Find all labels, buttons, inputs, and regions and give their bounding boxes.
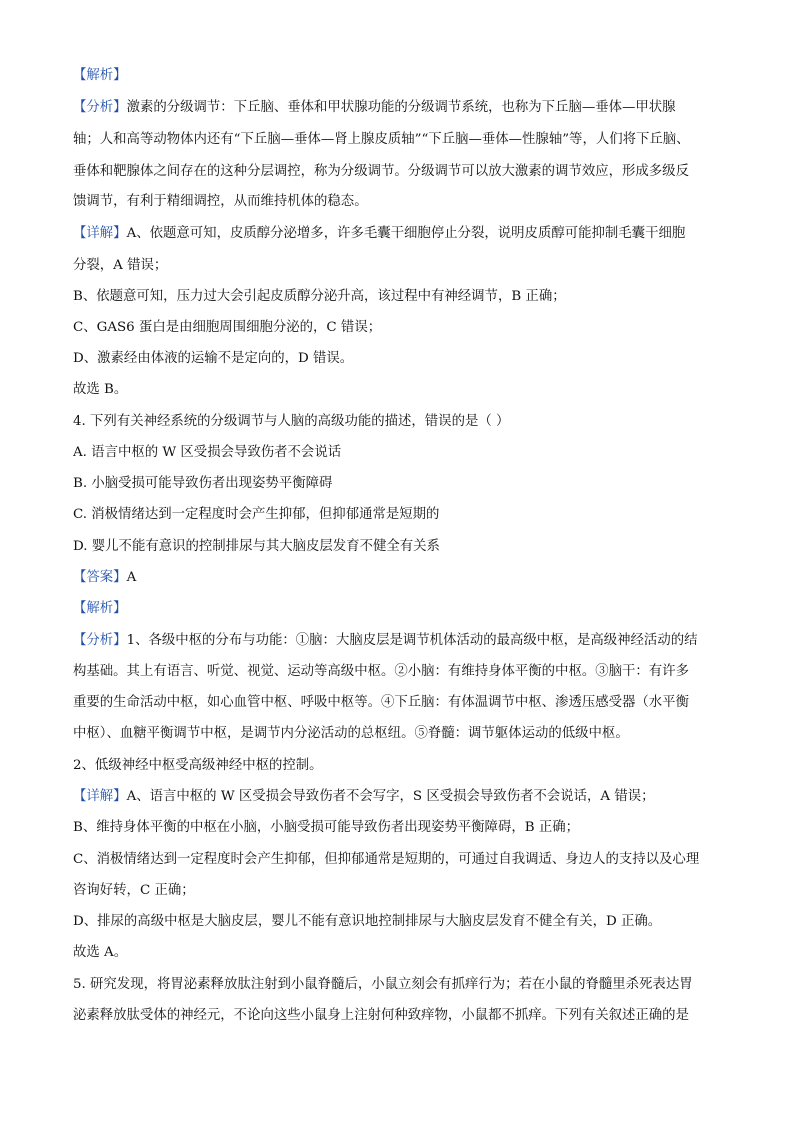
label-tag: 【解析】 — [73, 68, 127, 83]
analysis-paragraph-line — [73, 693, 723, 713]
line-text: 5. 研究发现，将胃泌素释放肽注射到小鼠脊髓后，小鼠立刻会有抓痒行为；若在小鼠的脊髓里杀死表达胃 — [73, 977, 693, 992]
line-text: C. 消极情绪达到一定程度时会产生抑郁，但抑郁通常是短期的 — [73, 507, 440, 522]
line-text: 故选 B。 — [73, 382, 128, 397]
line-text: A — [126, 570, 137, 585]
detail-paragraph-line — [73, 349, 723, 369]
line-text: A、语言中枢的 W 区受损会导致伤者不会写字，S 区受损会导致伤者不会说话，A 错误； — [126, 789, 655, 804]
line-text: 故选 A。 — [73, 945, 128, 960]
line-text: 分裂，A 错误； — [73, 258, 168, 273]
detail-paragraph-line — [73, 787, 723, 807]
analysis-paragraph-line — [73, 192, 723, 212]
line-text: B. 小脑受损可能导致伤者出现姿势平衡障碍 — [73, 476, 333, 491]
line-text: B、维持身体平衡的中枢在小脑，小脑受损可能导致伤者出现姿势平衡障碍，B 正确； — [73, 820, 579, 835]
analysis-paragraph-line — [73, 130, 723, 150]
choice-conclusion — [73, 943, 723, 963]
option-a — [73, 443, 723, 463]
line-text: 垂体和靶腺体之间存在的这种分层调控，称为分级调节。分级调节可以放大激素的调节效应，形成多级反 — [73, 164, 689, 179]
line-text: B、依题意可知，压力过大会引起皮质醇分泌升高，该过程中有神经调节，B 正确； — [73, 289, 566, 304]
analysis-paragraph-line — [73, 756, 723, 776]
line-text: 构基础。其上有语言、听觉、视觉、运动等高级中枢。②小脑：有维持身体平衡的中枢。③脑干：有许多 — [73, 664, 689, 679]
line-text: D. 婴儿不能有意识的控制排尿与其大脑皮层发育不健全有关系 — [73, 539, 440, 554]
label-tag: 【答案】 — [73, 570, 127, 585]
question-stem — [73, 412, 723, 432]
line-text: 咨询好转，C 正确； — [73, 883, 195, 898]
answer-line — [73, 568, 723, 588]
detail-paragraph-line — [73, 818, 723, 838]
question-stem — [73, 1006, 723, 1026]
detail-paragraph-line — [73, 318, 723, 338]
line-text: C、消极情绪达到一定程度时会产生抑郁，但抑郁通常是短期的，可通过自我调适、身边人的支持以及心理 — [73, 852, 700, 867]
line-text: 重要的生命活动中枢，如心血管中枢、呼吸中枢等。④下丘脑：有体温调节中枢、渗透压感受器（水平衡 — [73, 695, 689, 710]
option-b — [73, 474, 723, 494]
analysis-paragraph-line — [73, 662, 723, 682]
label-tag: 【分析】 — [73, 633, 127, 648]
analysis-paragraph-line — [73, 631, 723, 651]
line-text: 2、低级神经中枢受高级神经中枢的控制。 — [73, 758, 323, 773]
analysis-paragraph-line — [73, 98, 723, 118]
line-text: 轴；人和高等动物体内还有“下丘脑—垂体—肾上腺皮质轴”“下丘脑—垂体—性腺轴”等，人们将下丘脑、 — [73, 132, 690, 147]
label-tag: 【分析】 — [73, 100, 127, 115]
analysis-paragraph-line — [73, 724, 723, 744]
option-d — [73, 537, 723, 557]
question-stem — [73, 975, 723, 995]
line-text: A、依题意可知，皮质醇分泌增多，许多毛囊干细胞停止分裂，说明皮质醇可能抑制毛囊干细胞 — [126, 226, 686, 241]
choice-conclusion — [73, 380, 723, 400]
detail-paragraph-line — [73, 256, 723, 276]
line-text: 泌素释放肽受体的神经元，不论向这些小鼠身上注射何种致痒物，小鼠都不抓痒。下列有关叙述正确的是 — [73, 1008, 689, 1023]
detail-paragraph-line — [73, 881, 723, 901]
detail-paragraph-line — [73, 224, 723, 244]
detail-paragraph-line — [73, 850, 723, 870]
analysis-paragraph-line — [73, 162, 723, 182]
line-text: 激素的分级调节：下丘脑、垂体和甲状腺功能的分级调节系统，也称为下丘脑—垂体—甲状腺 — [126, 100, 676, 115]
option-c — [73, 505, 723, 525]
detail-paragraph-line — [73, 287, 723, 307]
line-text: D、激素经由体液的运输不是定向的，D 错误。 — [73, 351, 354, 366]
line-text: 馈调节，有利于精细调控，从而维持机体的稳态。 — [73, 194, 368, 209]
section-heading-analysis — [73, 66, 723, 86]
line-text: 中枢）、血糖平衡调节中枢，是调节内分泌活动的总枢纽。⑤脊髓：调节躯体运动的低级中枢。 — [73, 726, 629, 741]
label-tag: 【解析】 — [73, 601, 127, 616]
line-text: C、GAS6 蛋白是由细胞周围细胞分泌的，C 错误； — [73, 320, 382, 335]
section-heading-analysis — [73, 599, 723, 619]
line-text: D、排尿的高级中枢是大脑皮层，婴儿不能有意识地控制排尿与大脑皮层发育不健全有关，D 正确。 — [73, 914, 662, 929]
label-tag: 【详解】 — [73, 789, 127, 804]
detail-paragraph-line — [73, 912, 723, 932]
line-text: A. 语言中枢的 W 区受损会导致伤者不会说话 — [73, 445, 342, 460]
line-text: 4. 下列有关神经系统的分级调节与人脑的高级功能的描述，错误的是（ ） — [73, 414, 510, 429]
line-text: 1、各级中枢的分布与功能：①脑：大脑皮层是调节机体活动的最高级中枢，是高级神经活动的结 — [126, 633, 698, 648]
label-tag: 【详解】 — [73, 226, 127, 241]
